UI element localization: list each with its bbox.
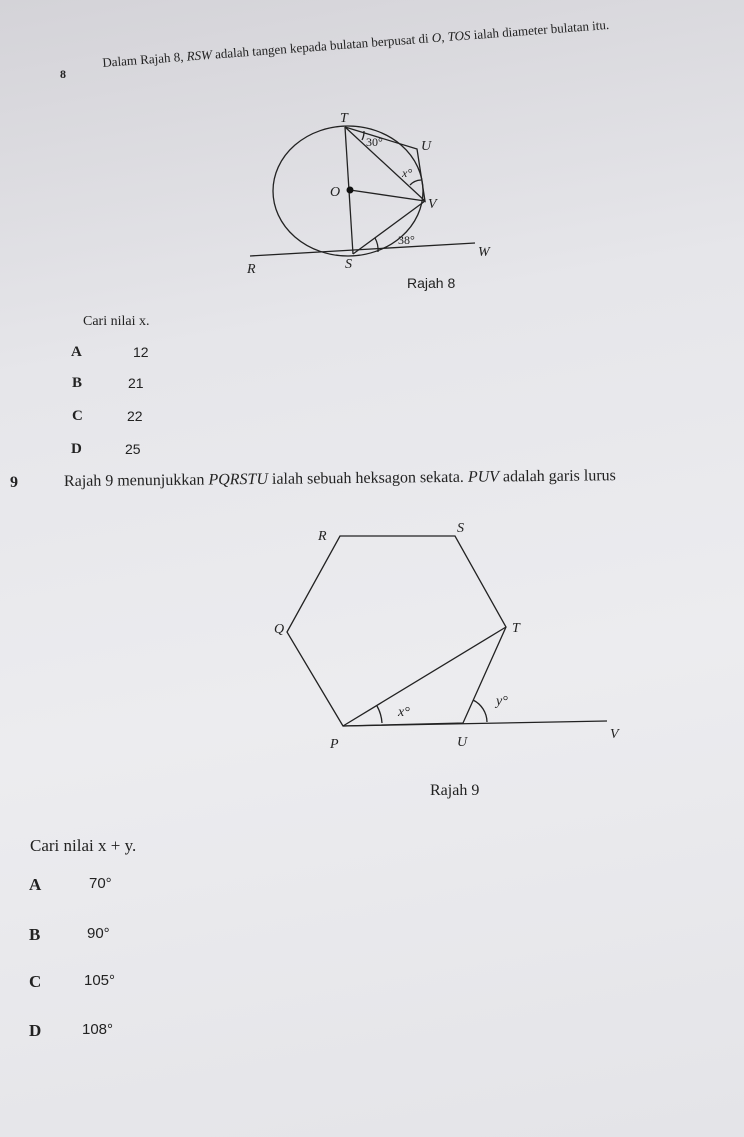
q9-stem-text: PUV <box>467 468 500 486</box>
q9-stem-text: ialah sebuah heksagon sekata. <box>267 468 468 488</box>
label-P: P <box>330 737 339 752</box>
label-U: U <box>421 139 432 154</box>
label-O: O <box>330 185 341 200</box>
option-value[interactable]: 22 <box>127 408 143 424</box>
line-PUV <box>343 721 607 726</box>
q9-stem-text: PQRSTU <box>208 470 269 489</box>
q9-prompt: Cari nilai x + y. <box>30 836 137 855</box>
option-value[interactable]: 90° <box>87 925 110 942</box>
label-angle-x: x° <box>402 166 413 180</box>
center-point <box>347 187 354 194</box>
q9-stem-text: adalah garis lurus <box>498 467 616 486</box>
label-angle-x: x° <box>398 705 410 720</box>
q8-stem-text: O, TOS <box>431 27 471 46</box>
option-letter[interactable]: D <box>29 1021 42 1040</box>
rajah-8-caption: Rajah 8 <box>407 275 456 291</box>
option-letter[interactable]: A <box>29 875 42 894</box>
label-angle-30: 30° <box>366 135 383 149</box>
option-letter[interactable]: B <box>72 375 83 391</box>
label-U: U <box>457 735 468 750</box>
label-T: T <box>340 111 348 126</box>
rajah-8-diagram <box>250 126 475 256</box>
tangent-RSW <box>250 243 475 256</box>
label-V: V <box>610 727 619 742</box>
option-value[interactable]: 21 <box>128 375 144 391</box>
q9-stem-text: Rajah 9 menunjukkan <box>63 471 209 490</box>
q8-stem-text: RSW <box>186 46 213 64</box>
option-value[interactable]: 70° <box>89 875 112 892</box>
q9-number: 9 <box>10 474 18 491</box>
option-value[interactable]: 12 <box>133 344 149 360</box>
q8-prompt: Cari nilai x. <box>83 314 150 329</box>
label-angle-y: y° <box>496 694 508 709</box>
hexagon <box>287 536 506 726</box>
label-W: W <box>478 245 490 260</box>
option-letter[interactable]: A <box>71 344 82 360</box>
triangle-TUV <box>345 127 425 201</box>
label-V: V <box>428 197 437 212</box>
line-OV <box>350 190 425 201</box>
label-S: S <box>345 257 352 272</box>
q8-stem-text: ialah diameter bulatan itu. <box>469 16 610 43</box>
label-R: R <box>318 529 327 544</box>
option-value[interactable]: 105° <box>84 972 116 989</box>
option-letter[interactable]: C <box>29 972 42 991</box>
q8-stem-text: Dalam Rajah 8, <box>101 48 188 71</box>
label-R: R <box>247 262 256 277</box>
rajah-9-diagram <box>287 536 607 726</box>
option-letter[interactable]: B <box>29 925 41 944</box>
option-letter[interactable]: D <box>71 441 82 457</box>
rajah-9-caption: Rajah 9 <box>430 782 480 799</box>
line-PT <box>343 627 506 726</box>
label-angle-38: 38° <box>398 233 415 247</box>
label-Q: Q <box>274 622 285 637</box>
q8-stem-text: adalah tangen kepada bulatan berpusat di <box>211 30 433 62</box>
option-value[interactable]: 25 <box>125 441 141 457</box>
q8-number: 8 <box>60 67 66 81</box>
option-letter[interactable]: C <box>72 408 83 424</box>
label-T: T <box>512 621 520 636</box>
label-S: S <box>457 521 464 536</box>
option-value[interactable]: 108° <box>82 1021 114 1038</box>
